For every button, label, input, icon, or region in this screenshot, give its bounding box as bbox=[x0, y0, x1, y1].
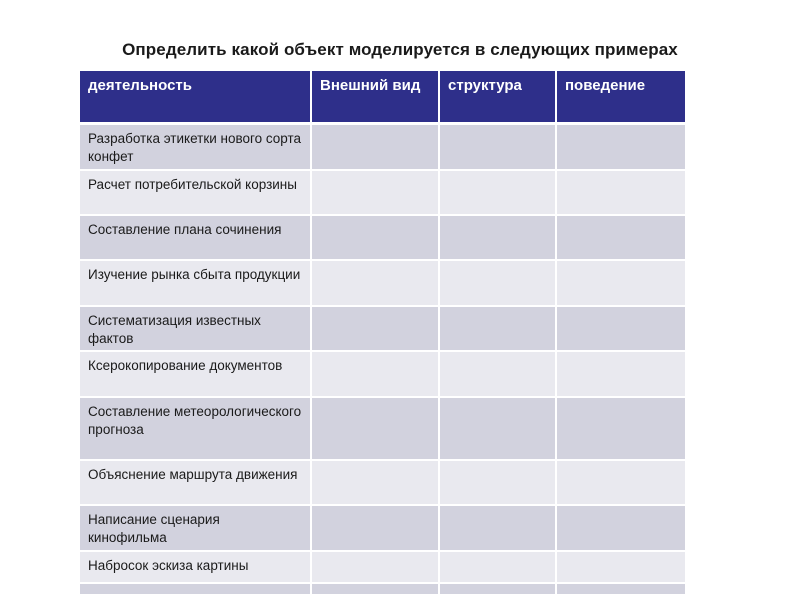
activity-cell: Составление метеорологического прогноза bbox=[80, 397, 311, 460]
activity-cell: Расчет потребительской корзины bbox=[80, 170, 311, 215]
activity-cell: Разработка этикетки нового сорта конфет bbox=[80, 123, 311, 170]
activity-cell: Систематизация известных фактов bbox=[80, 306, 311, 351]
behavior-cell[interactable] bbox=[556, 306, 685, 351]
table-row bbox=[80, 123, 685, 170]
structure-cell[interactable] bbox=[439, 505, 556, 551]
appearance-cell[interactable] bbox=[311, 460, 439, 505]
behavior-cell[interactable] bbox=[556, 215, 685, 260]
appearance-cell[interactable] bbox=[311, 306, 439, 351]
activity-cell: Набросок эскиза картины bbox=[80, 551, 311, 583]
appearance-cell[interactable] bbox=[311, 123, 439, 170]
behavior-cell[interactable] bbox=[556, 170, 685, 215]
structure-cell[interactable] bbox=[439, 123, 556, 170]
structure-cell[interactable] bbox=[439, 215, 556, 260]
table-row bbox=[80, 551, 685, 583]
table-row bbox=[80, 351, 685, 397]
behavior-cell[interactable] bbox=[556, 460, 685, 505]
structure-cell[interactable] bbox=[439, 260, 556, 306]
structure-cell[interactable] bbox=[439, 170, 556, 215]
appearance-cell[interactable] bbox=[311, 397, 439, 460]
behavior-cell[interactable] bbox=[556, 397, 685, 460]
table-row bbox=[80, 215, 685, 260]
activity-cell: Изучение рынка сбыта продукции bbox=[80, 260, 311, 306]
appearance-cell[interactable] bbox=[311, 260, 439, 306]
header-activity: деятельность bbox=[80, 71, 311, 123]
header-behavior: поведение bbox=[556, 71, 685, 123]
table-row bbox=[80, 583, 685, 595]
table-row bbox=[80, 260, 685, 306]
appearance-cell[interactable] bbox=[311, 351, 439, 397]
structure-cell[interactable] bbox=[439, 351, 556, 397]
table-row bbox=[80, 460, 685, 505]
table-row bbox=[80, 170, 685, 215]
structure-cell[interactable] bbox=[439, 460, 556, 505]
structure-cell[interactable] bbox=[439, 551, 556, 583]
behavior-cell[interactable] bbox=[556, 260, 685, 306]
behavior-cell[interactable] bbox=[556, 583, 685, 595]
behavior-cell[interactable] bbox=[556, 123, 685, 170]
activity-cell: Объяснение маршрута движения bbox=[80, 460, 311, 505]
behavior-cell[interactable] bbox=[556, 505, 685, 551]
structure-cell[interactable] bbox=[439, 397, 556, 460]
header-structure: структура bbox=[439, 71, 556, 123]
activity-cell: Ксерокопирование документов bbox=[80, 351, 311, 397]
structure-cell[interactable] bbox=[439, 306, 556, 351]
appearance-cell[interactable] bbox=[311, 551, 439, 583]
table-row bbox=[80, 505, 685, 551]
activity-cell: Составление плана сочинения bbox=[80, 215, 311, 260]
activity-cell: Написание сценария кинофильма bbox=[80, 505, 311, 551]
page-title: Определить какой объект моделируется в следующих примерах bbox=[122, 40, 678, 59]
appearance-cell[interactable] bbox=[311, 505, 439, 551]
structure-cell[interactable] bbox=[439, 583, 556, 595]
activity-cell bbox=[80, 583, 311, 595]
behavior-cell[interactable] bbox=[556, 551, 685, 583]
table-row bbox=[80, 306, 685, 351]
appearance-cell[interactable] bbox=[311, 583, 439, 595]
behavior-cell[interactable] bbox=[556, 351, 685, 397]
appearance-cell[interactable] bbox=[311, 215, 439, 260]
classification-table bbox=[80, 71, 685, 596]
table-row bbox=[80, 397, 685, 460]
appearance-cell[interactable] bbox=[311, 170, 439, 215]
header-appearance: Внешний вид bbox=[311, 71, 439, 123]
table-header-row bbox=[80, 71, 685, 123]
